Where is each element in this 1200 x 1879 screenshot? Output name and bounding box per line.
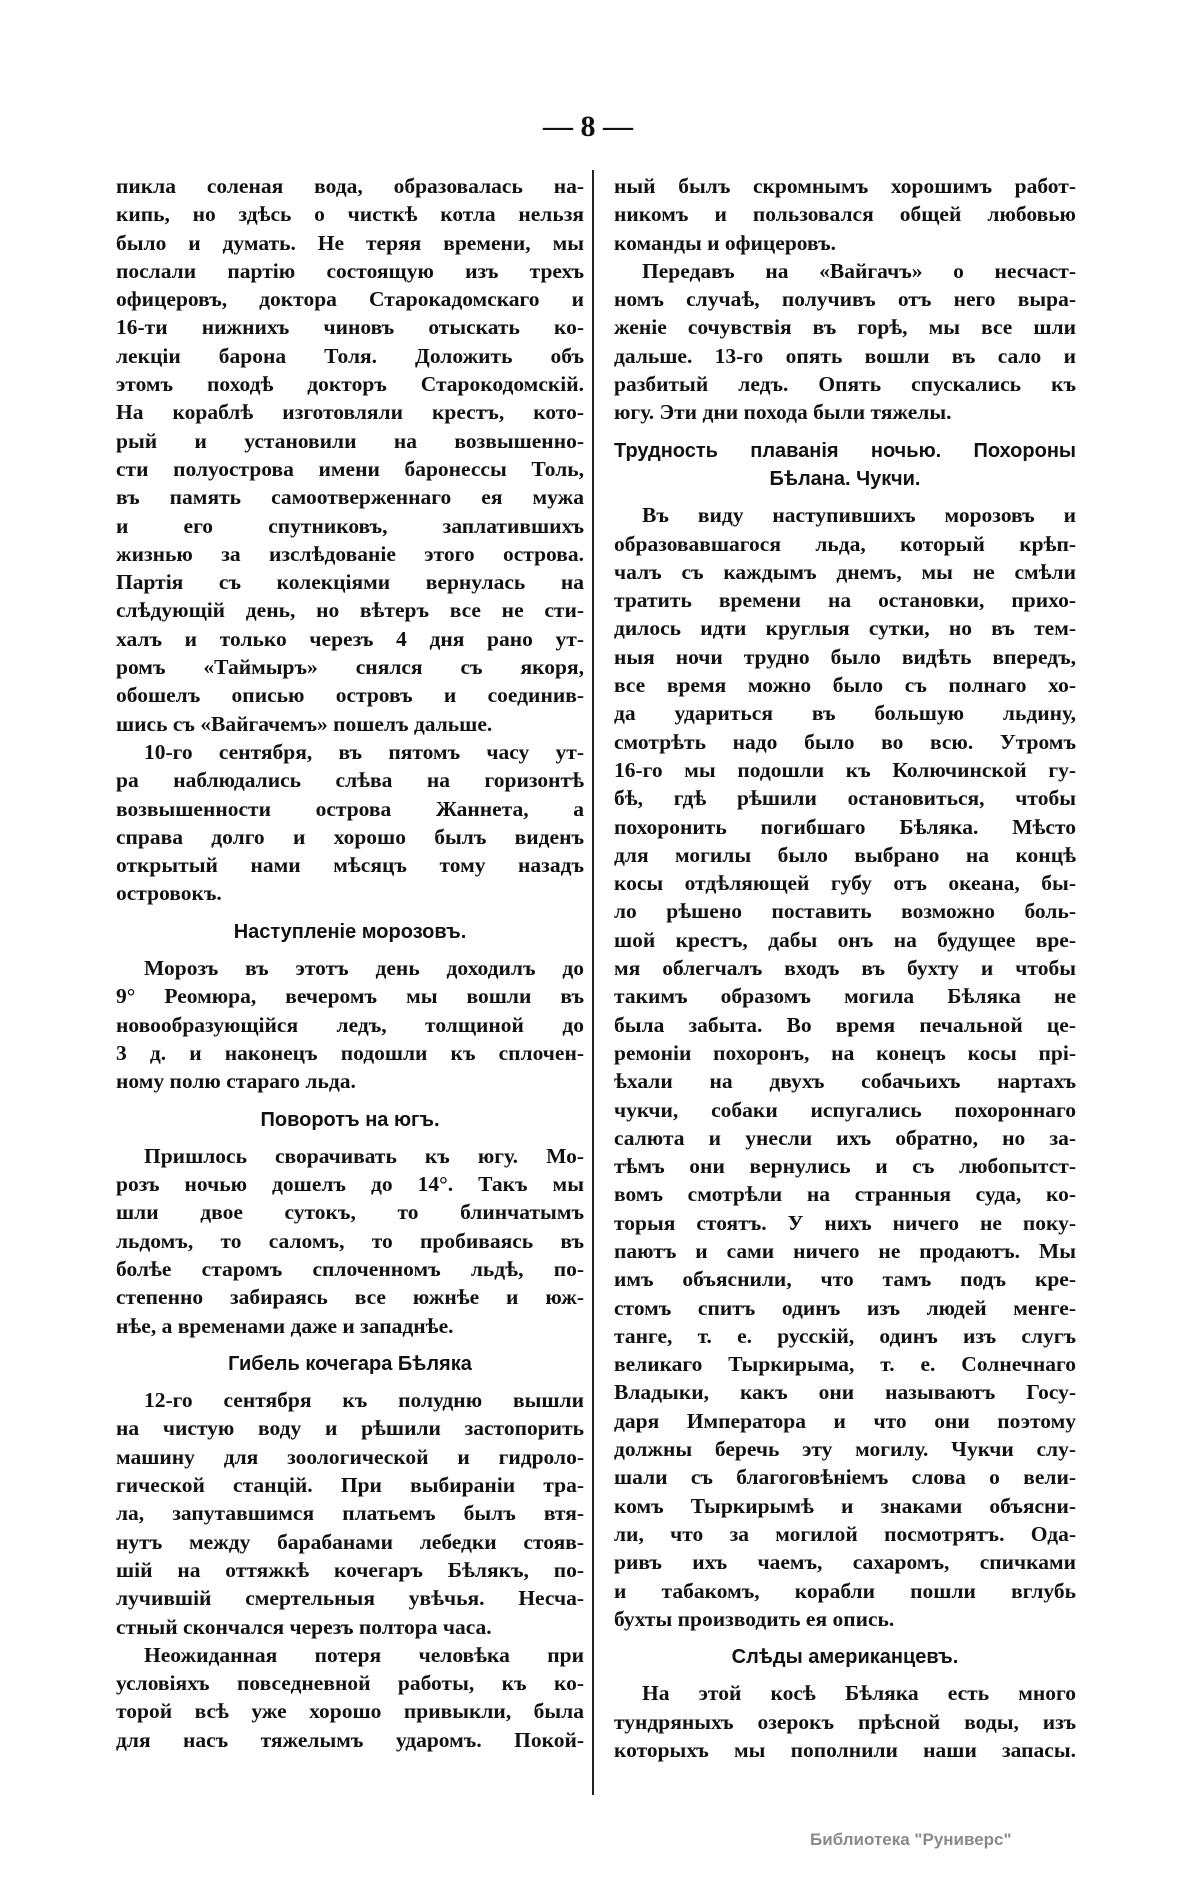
text-line: тѣмъ они вернулись и съ любопытст- xyxy=(614,1154,1076,1179)
section-heading xyxy=(614,427,1076,502)
text-line: салюта и унесли ихъ обратно, но за- xyxy=(614,1125,1076,1150)
text-line: ло рѣшено поставить возможно боль- xyxy=(614,899,1076,924)
text-line: сти полуострова имени баронессы Толь, xyxy=(116,456,584,481)
text-line: ривъ ихъ чаемъ, сахаромъ, спичками xyxy=(614,1550,1076,1575)
text-line: торой всѣ уже хорошо привыкли, была xyxy=(116,1699,584,1724)
section-heading-line: Слѣды американцевъ. xyxy=(731,1646,959,1669)
text-line: жизнью за изслѣдованіе этого острова. xyxy=(116,541,584,566)
text-line: розъ ночью дошелъ до 14°. Такъ мы xyxy=(116,1172,584,1197)
text-line: да удариться въ большую льдину, xyxy=(614,701,1076,726)
text-line: 12-го сентября къ полудню вышли xyxy=(144,1388,584,1413)
text-line: номъ случаѣ, получивъ отъ него выра- xyxy=(614,287,1076,312)
text-line: нѣе, а временами даже и западнѣе. xyxy=(116,1313,454,1338)
text-line: ныя ночи трудно было видѣть впередъ, xyxy=(614,644,1076,669)
text-line: и табакомъ, корабли пошли вглубь xyxy=(614,1578,1076,1603)
text-line: все время можно было съ полнаго хо- xyxy=(614,673,1076,698)
text-line: На кораблѣ изготовляли крестъ, кото- xyxy=(116,400,584,425)
text-line: степенно забираясь все южнѣе и юж- xyxy=(116,1285,584,1310)
section-heading xyxy=(614,1633,1076,1679)
text-line: тратить времени на остановки, прихо- xyxy=(614,588,1076,613)
text-line: Передавъ на «Вайгачъ» о несчаст- xyxy=(642,258,1076,283)
text-line: шали съ благоговѣніемъ слова о вели- xyxy=(614,1465,1076,1490)
text-line: такимъ образомъ могила Бѣляка не xyxy=(614,984,1076,1009)
text-line: гической станцій. При выбираніи тра- xyxy=(116,1473,584,1498)
section-heading-line: Поворотъ на югъ. xyxy=(260,1108,440,1131)
text-line: льдомъ, то саломъ, то пробиваясь въ xyxy=(116,1228,584,1253)
text-line: разбитый ледъ. Опять спускались къ xyxy=(614,372,1076,397)
section-heading xyxy=(116,1096,584,1142)
text-line: слѣдующій день, но вѣтеръ все не сти- xyxy=(116,598,584,623)
text-line: На этой косѣ Бѣляка есть много xyxy=(642,1681,1076,1706)
section-heading-line: Гибель кочегара Бѣляка xyxy=(228,1352,472,1375)
paragraph xyxy=(614,1679,1076,1764)
paragraph xyxy=(116,738,584,908)
text-line: ромъ «Таймыръ» снялся съ якоря, xyxy=(116,655,584,680)
text-line: послали партію состоящую изъ трехъ xyxy=(116,258,584,283)
text-line: торыя стоятъ. У нихъ ничего не поку- xyxy=(614,1210,1076,1235)
text-line: островокъ. xyxy=(116,881,222,906)
text-line: ли, что за могилой посмотрятъ. Ода- xyxy=(614,1521,1076,1546)
library-watermark: Библиотека "Руниверс" xyxy=(810,1830,1012,1849)
text-line: Морозъ въ этотъ день доходилъ до xyxy=(144,956,584,981)
text-line: для насъ тяжелымъ ударомъ. Покой- xyxy=(116,1727,584,1752)
text-line: шись съ «Вайгачемъ» пошелъ дальше. xyxy=(116,711,493,736)
text-line: должны беречь эту могилу. Чукчи слу- xyxy=(614,1437,1076,1462)
text-line: Неожиданная потеря человѣка при xyxy=(144,1642,584,1667)
section-heading xyxy=(116,1340,584,1386)
section-heading xyxy=(116,908,584,954)
paragraph xyxy=(116,1641,584,1754)
text-line: и его спутниковъ, заплатившихъ xyxy=(116,513,584,538)
text-line: никомъ и пользовался общей любовью xyxy=(614,202,1076,227)
text-line: ному полю стараго льда. xyxy=(116,1069,356,1094)
text-line: кипь, но здѣсь о чисткѣ котла нельзя xyxy=(116,202,584,227)
text-line: смотрѣть надо было во всю. Утромъ xyxy=(614,729,1076,754)
text-line: танге, т. е. русскій, одинъ изъ слугъ xyxy=(614,1323,1076,1348)
text-line: шой крестъ, дабы онъ на будущее вре- xyxy=(614,927,1076,952)
text-line: дальше. 13-го опять вошли въ сало и xyxy=(614,343,1076,368)
paragraph xyxy=(614,501,1076,1633)
text-line: 10-го сентября, въ пятомъ часу ут- xyxy=(144,739,584,764)
text-line: Партія съ колекціями вернулась на xyxy=(116,570,584,595)
section-heading-line: Наступленіе морозовъ. xyxy=(233,920,467,943)
text-line: было и думать. Не теряя времени, мы xyxy=(116,230,584,255)
text-line: даря Императора и что они поэтому xyxy=(614,1408,1076,1433)
paragraph xyxy=(116,1142,584,1340)
text-line: офицеровъ, доктора Старокадомскаго и xyxy=(116,287,584,312)
text-line: паютъ и сами ничего не продаютъ. Мы xyxy=(614,1238,1076,1263)
text-line: справа долго и хорошо былъ виденъ xyxy=(116,824,584,849)
text-line: женіе сочувствія въ горѣ, мы все шли xyxy=(614,315,1076,340)
text-line: чалъ съ каждымъ днемъ, мы не смѣли xyxy=(614,559,1076,584)
text-line: ный былъ скромнымъ хорошимъ работ- xyxy=(614,174,1076,198)
text-line: на чистую воду и рѣшили застопорить xyxy=(116,1416,584,1441)
text-line: ра наблюдались слѣва на горизонтѣ xyxy=(116,768,584,793)
text-line: этомъ походѣ докторъ Старокодомскій. xyxy=(116,372,584,397)
text-line: ѣхали на двухъ собачьихъ нартахъ xyxy=(614,1069,1076,1094)
text-line: имъ объяснили, что тамъ подъ кре- xyxy=(614,1267,1076,1292)
page-number: — 8 — xyxy=(543,110,633,143)
text-line: 9° Реомюра, вечеромъ мы вошли въ xyxy=(116,984,584,1009)
text-line: была забыта. Во время печальной це- xyxy=(614,1012,1076,1037)
column-divider xyxy=(592,170,594,1795)
text-line: машину для зоологической и гидроло- xyxy=(116,1444,584,1469)
text-line: стный скончался черезъ полтора часа. xyxy=(116,1614,492,1639)
text-line: чукчи, собаки испугались похороннаго xyxy=(614,1097,1076,1122)
text-line: великаго Тыркирыма, т. е. Солнечнаго xyxy=(614,1352,1076,1377)
text-line: 3 д. и наконецъ подошли къ сплочен- xyxy=(116,1040,584,1065)
text-line: халъ и только черезъ 4 дня рано ут- xyxy=(116,626,584,651)
right-text-column xyxy=(614,172,1076,1764)
left-text-column xyxy=(116,172,584,1754)
text-line: открытый нами мѣсяцъ тому назадъ xyxy=(116,853,584,878)
text-line: команды и офицеровъ. xyxy=(614,230,836,255)
text-line: похоронить погибшаго Бѣляка. Мѣсто xyxy=(614,814,1076,839)
text-line: условіяхъ повседневной работы, къ ко- xyxy=(116,1671,584,1696)
text-line: Въ виду наступившихъ морозовъ и xyxy=(642,503,1076,528)
text-line: югу. Эти дни похода были тяжелы. xyxy=(614,400,952,425)
text-line: образовавшагося льда, который крѣп- xyxy=(614,531,1076,556)
text-line: ла, запутавшимся платьемъ былъ втя- xyxy=(116,1501,584,1526)
text-line: обошелъ описью островъ и соединив- xyxy=(116,683,584,708)
text-line: новообразующійся ледъ, толщиной до xyxy=(116,1012,584,1037)
text-line: Пришлось сворачивать къ югу. Мо- xyxy=(144,1143,584,1168)
text-line: шли двое сутокъ, то блинчатымъ xyxy=(116,1200,584,1225)
text-line: шій на оттяжкѣ кочегаръ Бѣлякъ, по- xyxy=(116,1557,584,1582)
text-line: бѣ, гдѣ рѣшили остановиться, чтобы xyxy=(614,786,1076,811)
text-line: нутъ между барабанами лебедки стояв- xyxy=(116,1529,584,1554)
text-line: 16-ти нижнихъ чиновъ отыскать ко- xyxy=(116,315,584,340)
paragraph xyxy=(116,954,584,1095)
text-line: мя облегчалъ входъ въ бухту и чтобы xyxy=(614,956,1076,981)
section-heading-line: Трудность плаванія ночью. Похороны xyxy=(614,439,1076,462)
paragraph xyxy=(614,257,1076,427)
text-line: ремоніи похоронъ, на конецъ косы прі- xyxy=(614,1040,1076,1065)
text-line: 16-го мы подошли къ Колючинской гу- xyxy=(614,757,1076,782)
text-line: въ память самоотверженнаго ея мужа xyxy=(116,485,584,510)
text-line: стомъ спитъ одинъ изъ людей менге- xyxy=(614,1295,1076,1320)
text-line: лекціи барона Толя. Доложить объ xyxy=(116,343,584,368)
section-heading-line: Бѣлана. Чукчи. xyxy=(769,467,921,490)
paragraph xyxy=(116,172,584,738)
text-line: рый и установили на возвышенно- xyxy=(116,428,584,453)
text-line: вомъ смотрѣли на странныя суда, ко- xyxy=(614,1182,1076,1207)
text-line: бухты производить ея опись. xyxy=(614,1606,895,1631)
paragraph xyxy=(614,172,1076,257)
text-line: пикла соленая вода, образовалась на- xyxy=(116,174,584,198)
text-line: возвышенности острова Жаннета, а xyxy=(116,796,584,821)
text-line: Владыки, какъ они называютъ Госу- xyxy=(614,1380,1076,1405)
text-line: для могилы было выбрано на концѣ xyxy=(614,842,1076,867)
text-line: болѣе старомъ сплоченномъ льдѣ, по- xyxy=(116,1256,584,1281)
text-line: дилось идти круглыя сутки, но въ тем- xyxy=(614,616,1076,641)
text-line: комъ Тыркирымѣ и знаками объясни- xyxy=(614,1493,1076,1518)
paragraph xyxy=(116,1386,584,1641)
text-line: лучившій смертельныя увѣчья. Несча- xyxy=(116,1586,584,1611)
text-line: тундряныхъ озерокъ прѣсной воды, изъ xyxy=(614,1709,1076,1734)
text-line: косы отдѣляющей губу отъ океана, бы- xyxy=(614,871,1076,896)
text-line: которыхъ мы пополнили наши запасы. xyxy=(614,1738,1076,1763)
